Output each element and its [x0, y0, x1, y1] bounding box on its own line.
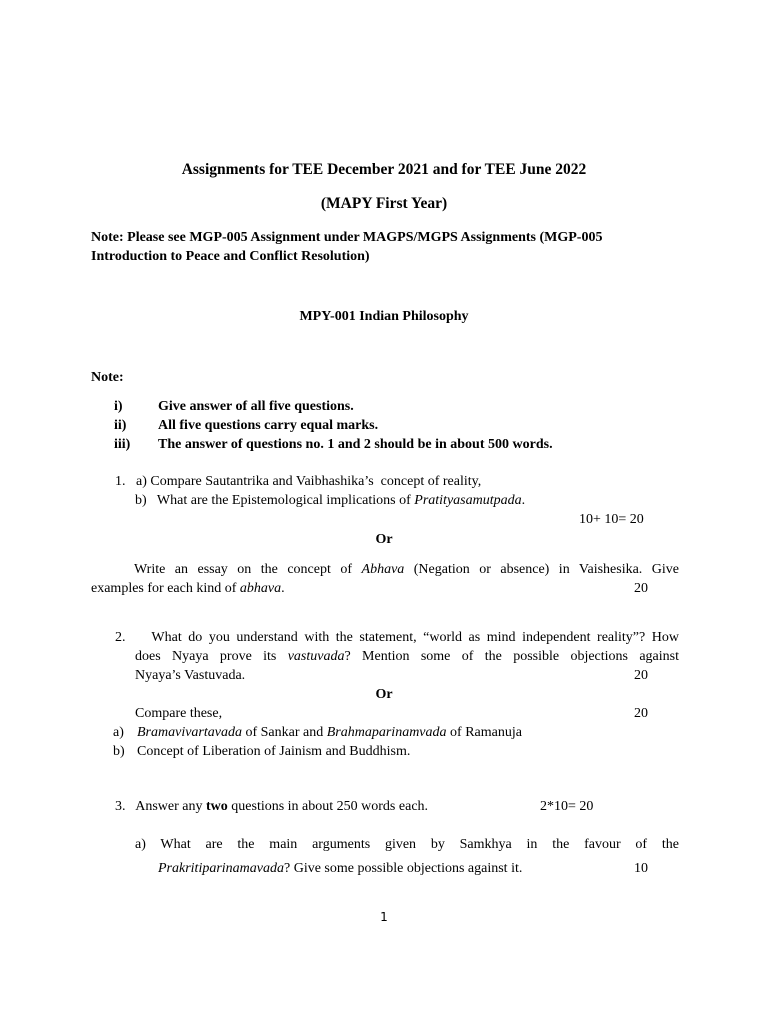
- q2-compare: Compare these,: [135, 706, 223, 721]
- q1-part-a: 1. a) Compare Sautantrika and Vaibhashika’s concept of reality,: [115, 474, 482, 489]
- q2-or: Or: [375, 687, 393, 702]
- instruction-item: [91, 435, 553, 454]
- q1-alt-text: Write an essay on the concept of: [134, 562, 362, 577]
- q2-line-3: Nyaya’s Vastuvada.: [135, 668, 246, 683]
- q2-item-a: [137, 723, 522, 742]
- instruction-item: [91, 397, 354, 416]
- instruction-item: [91, 416, 378, 435]
- q3-bold: two: [206, 799, 228, 814]
- q1-alt-term: Abhava: [361, 562, 405, 577]
- q1-alt-punct: .: [281, 581, 285, 596]
- q1-b-punct: .: [521, 493, 526, 508]
- q1-alt-text-2: (Negation or absence) in Vaishesika. Give: [404, 562, 679, 577]
- q2-item-a-label: a): [113, 725, 124, 740]
- instruction-number: i): [114, 399, 123, 414]
- course-title: MPY-001 Indian Philosophy: [299, 309, 469, 324]
- q2-item-b: Concept of Liberation of Jainism and Buddhism.: [137, 744, 411, 759]
- q2-a-text-2: of Ramanuja: [446, 725, 522, 740]
- q2-a-term-1: Bramavivartavada: [137, 725, 242, 740]
- q3-text: 3. Answer any: [115, 799, 206, 814]
- q1-alt-line-1: [91, 560, 679, 579]
- instruction-number: iii): [114, 437, 131, 452]
- q3-a-term: Prakritiparinamavada: [158, 861, 284, 876]
- q2-term: vastuvada: [287, 649, 345, 664]
- q1-marks: 10+ 10= 20: [579, 512, 644, 527]
- q1-b-term: Pratityasamutpada: [414, 493, 522, 508]
- q1-or: Or: [375, 532, 393, 547]
- q2-compare-marks: 20: [634, 706, 648, 721]
- instruction-text: The answer of questions no. 1 and 2 should be in about 500 words.: [158, 437, 553, 452]
- q1-b-text: b) What are the Epistemological implications of: [135, 493, 415, 508]
- q1-alt-marks: 20: [634, 581, 648, 596]
- q3-a-marks: 10: [634, 861, 648, 876]
- q3-text-2: questions in about 250 words each.: [227, 799, 429, 814]
- note-label: Note:: [91, 370, 124, 385]
- document-title: Assignments for TEE December 2021 and for TEE June 2022: [181, 161, 587, 178]
- q3-a-line-2: [158, 859, 522, 878]
- q2-line-1: 2. What do you understand with the statement, “world as mind independent reality”? How: [115, 630, 679, 645]
- instruction-text: Give answer of all five questions.: [158, 399, 354, 414]
- q2-a-term-2: Brahmaparinamvada: [326, 725, 447, 740]
- document-subtitle: (MAPY First Year): [320, 195, 448, 212]
- top-note-line-2: Introduction to Peace and Conflict Resolution): [91, 249, 370, 264]
- page-number: 1: [380, 910, 388, 924]
- q3-a-line-1: a) What are the main arguments given by Samkhya in the favour of the: [135, 837, 679, 852]
- top-note-line-1: Note: Please see MGP-005 Assignment under MAGPS/MGPS Assignments (MGP-005: [91, 230, 603, 245]
- q1-alt-text-3: examples for each kind of: [91, 581, 240, 596]
- top-note: [91, 228, 681, 266]
- q3-marks: 2*10= 20: [540, 799, 594, 814]
- instruction-text: All five questions carry equal marks.: [158, 418, 379, 433]
- q2-text: does Nyaya prove its: [135, 649, 288, 664]
- q3-instruction: [115, 797, 428, 816]
- q3-a-text: ? Give some possible objections against it.: [284, 861, 523, 876]
- q2-text-2: ? Mention some of the possible objections against: [344, 649, 680, 664]
- q2-line-2: [135, 647, 679, 666]
- instruction-number: ii): [114, 418, 127, 433]
- q2-item-b-label: b): [113, 744, 125, 759]
- q1-part-b: [135, 491, 525, 510]
- q1-alt-line-2: [91, 579, 285, 598]
- q2-a-text: of Sankar and: [241, 725, 327, 740]
- q1-alt-term-2: abhava: [239, 581, 282, 596]
- q2-marks: 20: [634, 668, 648, 683]
